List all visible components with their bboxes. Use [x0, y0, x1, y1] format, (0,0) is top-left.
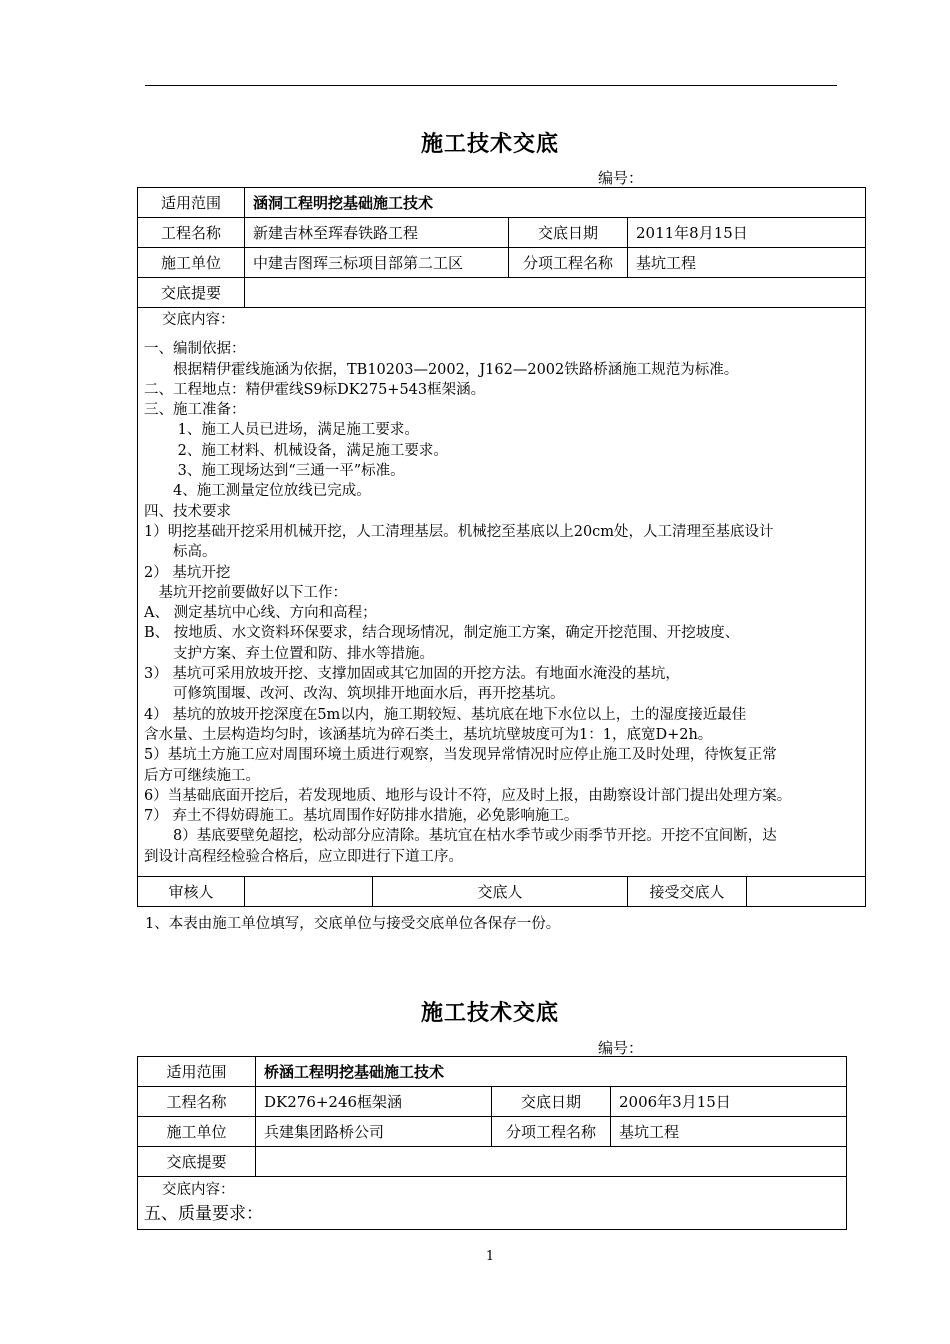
- unit-value-2: 兵建集团路桥公司: [256, 1117, 492, 1147]
- sub-project-value-2: 基坑工程: [611, 1117, 847, 1147]
- content-line: B、 按地质、水文资料环保要求，结合现场情况，制定施工方案，确定开挖范围、开挖坡度、: [144, 625, 740, 642]
- summary-label-2: 交底提要: [138, 1147, 256, 1177]
- receiver-label: 接受交底人: [628, 877, 747, 907]
- doc-title-2: 施工技术交底: [420, 1001, 559, 1026]
- reviewer-value: [245, 877, 373, 907]
- receiver-value: [747, 877, 866, 907]
- number-label-2: 编号：: [598, 1039, 644, 1057]
- content-line: 标高。: [144, 544, 217, 561]
- content-line: 3、施工现场达到“三通一平”标准。: [144, 463, 405, 480]
- content-line: 四、技术要求: [144, 503, 231, 520]
- content-line: 二、工程地点：精伊霍线S9标DK275+543框架涵。: [144, 381, 486, 398]
- project-label-2: 工程名称: [138, 1087, 256, 1117]
- scope-label: 适用范围: [138, 188, 245, 218]
- content-line: 支护方案、弃土位置和防、排水等措施。: [144, 645, 434, 662]
- submitter-label: 交底人: [373, 877, 628, 907]
- unit-label: 施工单位: [138, 248, 245, 278]
- summary-value-2: [256, 1147, 847, 1177]
- header-rule: [145, 85, 837, 86]
- content-line: 1）明挖基础开挖采用机械开挖，人工清理基层。机械挖至基底以上20cm处，人工清理至基底设计: [144, 523, 774, 540]
- sub-project-value: 基坑工程: [628, 248, 866, 278]
- content-line: 基坑开挖前要做好以下工作：: [144, 584, 347, 601]
- content-line: 6）当基础底面开挖后，若发现地质、地形与设计不符，应及时上报，由勘察设计部门提出处理方案。: [144, 787, 792, 804]
- sub-project-label-2: 分项工程名称: [492, 1117, 611, 1147]
- content-line: 可修筑围堰、改河、改沟、筑坝排开地面水后，再开挖基坑。: [144, 686, 565, 703]
- page-number: 1: [485, 1249, 495, 1264]
- content-line: 到设计高程经检验合格后，应立即进行下道工序。: [144, 848, 463, 865]
- scope-label-2: 适用范围: [138, 1057, 256, 1087]
- reviewer-label: 审核人: [138, 877, 245, 907]
- content-line: 根据精伊霍线施涵为依据，TB10203—2002，J162—2002铁路桥涵施工规范为标准。: [144, 361, 739, 378]
- content-line: 后方可继续施工。: [144, 767, 260, 784]
- content-line: 三、施工准备：: [144, 402, 246, 419]
- content-label-2: 交底内容：: [162, 1182, 235, 1198]
- content-line: 1、施工人员已进场，满足施工要求。: [144, 422, 419, 439]
- project-value: 新建吉林至珲春铁路工程: [245, 218, 509, 248]
- content-line: 4、施工测量定位放线已完成。: [144, 483, 371, 500]
- date-value: 2011年8月15日: [628, 218, 866, 248]
- content-cell-2: [138, 1177, 847, 1230]
- number-label: 编号：: [598, 169, 644, 187]
- content-line: 含水量、土层构造均匀时，该涵基坑为碎石类土，基坑坑壁坡度可为1：1，底宽D+2h。: [144, 726, 713, 743]
- date-value-2: 2006年3月15日: [611, 1087, 847, 1117]
- content-line: 2、施工材料、机械设备，满足施工要求。: [144, 442, 448, 459]
- unit-label-2: 施工单位: [138, 1117, 256, 1147]
- content-line: 3） 基坑可采用放坡开挖、支撑加固或其它加固的开挖方法。有地面水淹没的基坑，: [144, 666, 680, 683]
- content-cell: [138, 308, 866, 877]
- content-line: 5）基坑土方施工应对周围环境土质进行观察，当发现异常情况时应停止施工及时处理，待恢复正常: [144, 747, 777, 764]
- footnote: 1、本表由施工单位填写，交底单位与接受交底单位各保存一份。: [145, 916, 561, 932]
- scope-value-2: 桥涵工程明挖基础施工技术: [256, 1057, 847, 1087]
- project-value-2: DK276+246框架涵: [256, 1087, 492, 1117]
- date-label-2: 交底日期: [492, 1087, 611, 1117]
- project-label: 工程名称: [138, 218, 245, 248]
- date-label: 交底日期: [509, 218, 628, 248]
- content-line: 4） 基坑的放坡开挖深度在5m以内，施工期较短、基坑底在地下水位以上，土的湿度接近最佳: [144, 706, 747, 723]
- unit-value: 中建吉图珲三标项目部第二工区: [245, 248, 509, 278]
- quality-heading: 五、质量要求：: [144, 1204, 263, 1225]
- content-line: 一、编制依据：: [144, 341, 246, 358]
- summary-label: 交底提要: [138, 278, 245, 308]
- scope-value: 涵洞工程明挖基础施工技术: [245, 188, 866, 218]
- disclosure-table-2: [137, 1056, 847, 1230]
- content-label: 交底内容：: [162, 312, 235, 328]
- doc-title: 施工技术交底: [420, 132, 559, 157]
- summary-value: [245, 278, 866, 308]
- disclosure-table: [137, 187, 866, 907]
- content-line: A、 测定基坑中心线、方向和高程；: [144, 605, 377, 622]
- content-line: 7） 弃土不得妨碍施工。基坑周围作好防排水措施，必免影响施工。: [144, 808, 579, 825]
- content-line: 2） 基坑开挖: [144, 564, 231, 581]
- sub-project-label: 分项工程名称: [509, 248, 628, 278]
- content-line: 8）基底要壁免超挖，松动部分应清除。基坑宜在枯水季节或少雨季节开挖。开挖不宜间断，达: [144, 828, 777, 845]
